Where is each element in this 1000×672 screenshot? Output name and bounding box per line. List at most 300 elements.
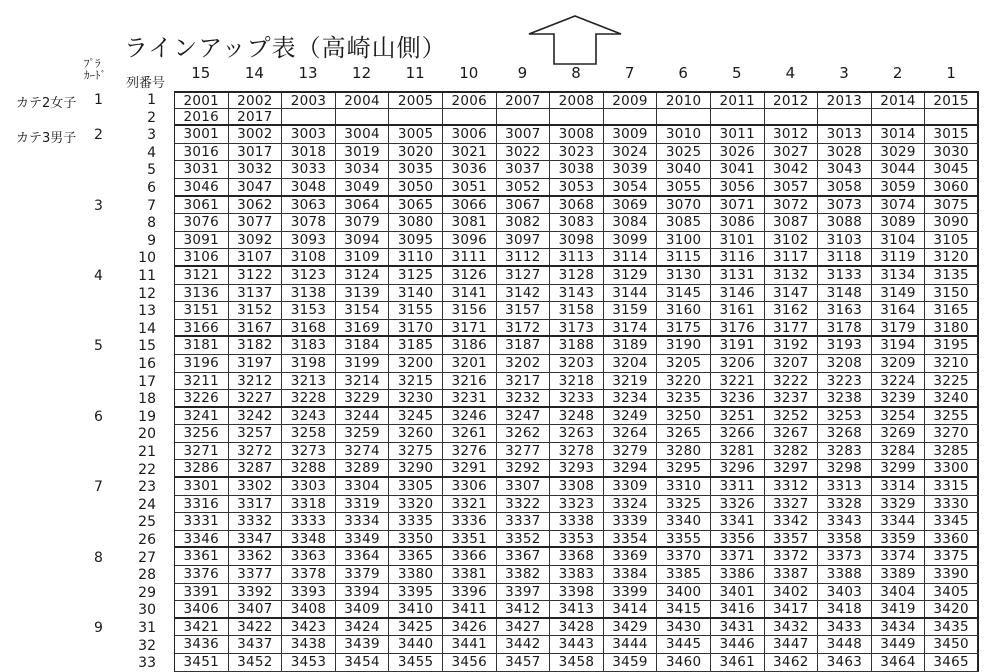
- table-cell: 3148: [818, 285, 872, 302]
- table-cell: 3258: [282, 425, 336, 442]
- table-cell: 3241: [175, 408, 229, 425]
- table-cell: 3404: [872, 584, 926, 601]
- row-number: 12: [138, 285, 156, 302]
- table-cell: 3196: [175, 355, 229, 372]
- table-cell: 3084: [604, 214, 658, 231]
- table-cell: 3028: [818, 144, 872, 161]
- table-cell: 3014: [872, 126, 926, 143]
- table-cell: 3231: [443, 390, 497, 406]
- table-cell: 3152: [229, 302, 283, 319]
- table-cell: 3045: [925, 161, 979, 178]
- table-row: [175, 285, 979, 303]
- table-cell: 3217: [497, 373, 551, 390]
- table-cell: 3101: [711, 232, 765, 249]
- table-row: [175, 601, 979, 619]
- table-cell: 3030: [925, 144, 979, 161]
- table-cell: 3412: [497, 601, 551, 617]
- table-cell: 3090: [925, 214, 979, 231]
- table-cell: 3052: [497, 179, 551, 195]
- up-arrow-icon: [524, 14, 626, 66]
- table-cell: 3088: [818, 214, 872, 231]
- column-header: 11: [405, 64, 425, 82]
- table-cell: 3077: [229, 214, 283, 231]
- column-header: 5: [732, 64, 742, 82]
- table-cell: 3188: [550, 337, 604, 354]
- table-cell: 3163: [818, 302, 872, 319]
- table-cell: 3230: [389, 390, 443, 406]
- table-cell: [711, 109, 765, 125]
- table-cell: 3458: [550, 654, 604, 671]
- table-row: [175, 443, 979, 461]
- table-cell: 3150: [925, 285, 979, 302]
- table-cell: 3143: [550, 285, 604, 302]
- table-cell: 3078: [282, 214, 336, 231]
- row-number: 14: [138, 320, 156, 337]
- table-cell: 3403: [818, 584, 872, 601]
- table-row: [175, 109, 979, 127]
- table-cell: 3394: [336, 584, 390, 601]
- table-cell: 3417: [765, 601, 819, 617]
- table-cell: 3304: [336, 478, 390, 495]
- row-number: 1: [147, 92, 156, 108]
- table-cell: 3123: [282, 267, 336, 284]
- table-cell: 3288: [282, 460, 336, 476]
- table-row: [175, 619, 979, 637]
- table-cell: 3197: [229, 355, 283, 372]
- table-cell: 3339: [604, 513, 658, 530]
- table-cell: 3299: [872, 460, 926, 476]
- table-cell: 3109: [336, 249, 390, 265]
- table-cell: 3034: [336, 161, 390, 178]
- table-cell: 3167: [229, 320, 283, 336]
- table-cell: 3283: [818, 443, 872, 460]
- table-cell: 3061: [175, 197, 229, 214]
- table-cell: 3317: [229, 496, 283, 513]
- table-cell: 3438: [282, 636, 336, 653]
- table-cell: 2013: [818, 93, 872, 108]
- table-row: [175, 478, 979, 496]
- table-cell: 3428: [550, 619, 604, 636]
- table-cell: 3223: [818, 373, 872, 390]
- table-cell: 3269: [872, 425, 926, 442]
- table-cell: 3456: [443, 654, 497, 671]
- table-cell: 3315: [925, 478, 979, 495]
- table-cell: 3094: [336, 232, 390, 249]
- table-cell: 3292: [497, 460, 551, 476]
- column-header: 14: [244, 64, 264, 82]
- table-row: [175, 584, 979, 602]
- table-cell: 3153: [282, 302, 336, 319]
- table-cell: 3373: [818, 548, 872, 565]
- table-cell: 3106: [175, 249, 229, 265]
- table-cell: 3060: [925, 179, 979, 195]
- table-cell: 3410: [389, 601, 443, 617]
- table-cell: 3011: [711, 126, 765, 143]
- table-cell: 3333: [282, 513, 336, 530]
- row-number: 17: [138, 373, 156, 390]
- table-cell: 3179: [872, 320, 926, 336]
- column-header: 6: [678, 64, 688, 82]
- row-number: 25: [138, 514, 156, 531]
- table-cell: 3443: [550, 636, 604, 653]
- table-cell: 3067: [497, 197, 551, 214]
- table-row: [175, 144, 979, 162]
- table-cell: 3313: [818, 478, 872, 495]
- table-cell: 3085: [657, 214, 711, 231]
- table-cell: 3110: [389, 249, 443, 265]
- table-cell: 3026: [711, 144, 765, 161]
- table-cell: 3104: [872, 232, 926, 249]
- table-cell: 3454: [336, 654, 390, 671]
- table-cell: 2012: [765, 93, 819, 108]
- table-cell: 3447: [765, 636, 819, 653]
- column-header: 12: [352, 64, 372, 82]
- table-cell: 3147: [765, 285, 819, 302]
- table-cell: 3025: [657, 144, 711, 161]
- table-cell: 3200: [389, 355, 443, 372]
- table-cell: 3009: [604, 126, 658, 143]
- category-label: カテ3男子: [16, 131, 77, 147]
- table-cell: [336, 109, 390, 125]
- table-row: [175, 460, 979, 478]
- table-cell: 3380: [389, 566, 443, 583]
- table-cell: 3250: [657, 408, 711, 425]
- table-cell: 3274: [336, 443, 390, 460]
- table-cell: 3325: [657, 496, 711, 513]
- table-cell: 3081: [443, 214, 497, 231]
- table-cell: [657, 109, 711, 125]
- table-cell: 3460: [657, 654, 711, 671]
- row-number: 8: [147, 215, 156, 232]
- table-cell: 3463: [818, 654, 872, 671]
- table-cell: 3310: [657, 478, 711, 495]
- table-cell: 3204: [604, 355, 658, 372]
- table-cell: 3434: [872, 619, 926, 636]
- table-cell: 3175: [657, 320, 711, 336]
- table-cell: 3183: [282, 337, 336, 354]
- table-cell: 3280: [657, 443, 711, 460]
- column-header: 7: [624, 64, 635, 82]
- table-cell: 2014: [872, 93, 926, 108]
- table-cell: 3396: [443, 584, 497, 601]
- table-cell: 3351: [443, 531, 497, 547]
- table-cell: 2004: [336, 93, 390, 108]
- table-cell: 3135: [925, 267, 979, 284]
- table-cell: 3354: [604, 531, 658, 547]
- table-row: [175, 390, 979, 408]
- table-cell: 3398: [550, 584, 604, 601]
- table-cell: 3169: [336, 320, 390, 336]
- table-cell: 2005: [389, 93, 443, 108]
- table-cell: 3002: [229, 126, 283, 143]
- table-cell: 3211: [175, 373, 229, 390]
- table-cell: 3072: [765, 197, 819, 214]
- table-cell: 3043: [818, 161, 872, 178]
- table-cell: 3291: [443, 460, 497, 476]
- table-cell: 3018: [282, 144, 336, 161]
- table-cell: 3331: [175, 513, 229, 530]
- pla-card-number: 8: [94, 549, 103, 566]
- table-cell: 3075: [925, 197, 979, 214]
- table-cell: 2016: [175, 109, 229, 125]
- table-cell: 3203: [550, 355, 604, 372]
- table-cell: 3042: [765, 161, 819, 178]
- table-cell: 3050: [389, 179, 443, 195]
- table-cell: 3263: [550, 425, 604, 442]
- table-cell: 3103: [818, 232, 872, 249]
- table-cell: 3178: [818, 320, 872, 336]
- table-cell: 3420: [925, 601, 979, 617]
- table-cell: 3352: [497, 531, 551, 547]
- table-cell: 3273: [282, 443, 336, 460]
- table-cell: 3059: [872, 179, 926, 195]
- table-cell: 3439: [336, 636, 390, 653]
- table-cell: 3405: [925, 584, 979, 601]
- table-cell: 3431: [711, 619, 765, 636]
- table-cell: 3319: [336, 496, 390, 513]
- table-cell: 3248: [550, 408, 604, 425]
- table-cell: 3376: [175, 566, 229, 583]
- table-cell: 3206: [711, 355, 765, 372]
- table-cell: 3399: [604, 584, 658, 601]
- table-cell: 3022: [497, 144, 551, 161]
- table-cell: 3232: [497, 390, 551, 406]
- row-number-header: 列番号: [126, 76, 166, 91]
- pla-card-number: 3: [94, 197, 103, 214]
- table-cell: 3004: [336, 126, 390, 143]
- table-cell: 3449: [872, 636, 926, 653]
- table-cell: 3442: [497, 636, 551, 653]
- table-cell: 3226: [175, 390, 229, 406]
- table-cell: 3290: [389, 460, 443, 476]
- table-cell: 3023: [550, 144, 604, 161]
- table-cell: 3433: [818, 619, 872, 636]
- table-cell: 3032: [229, 161, 283, 178]
- table-row: [175, 548, 979, 566]
- table-cell: 3065: [389, 197, 443, 214]
- table-cell: 3044: [872, 161, 926, 178]
- table-cell: 3201: [443, 355, 497, 372]
- table-cell: 3237: [765, 390, 819, 406]
- table-cell: 3424: [336, 619, 390, 636]
- table-cell: 3298: [818, 460, 872, 476]
- table-cell: 3051: [443, 179, 497, 195]
- table-cell: 3329: [872, 496, 926, 513]
- table-cell: 2008: [550, 93, 604, 108]
- table-cell: 3131: [711, 267, 765, 284]
- table-cell: 3312: [765, 478, 819, 495]
- table-cell: 3116: [711, 249, 765, 265]
- table-cell: 3382: [497, 566, 551, 583]
- table-cell: 3413: [550, 601, 604, 617]
- table-cell: 3318: [282, 496, 336, 513]
- table-cell: 3365: [389, 548, 443, 565]
- table-cell: 3349: [336, 531, 390, 547]
- table-cell: 3107: [229, 249, 283, 265]
- table-cell: 3448: [818, 636, 872, 653]
- table-cell: 3154: [336, 302, 390, 319]
- table-cell: 3053: [550, 179, 604, 195]
- table-row: [175, 425, 979, 443]
- table-cell: 3079: [336, 214, 390, 231]
- row-number: 22: [138, 461, 156, 478]
- table-cell: 3362: [229, 548, 283, 565]
- table-cell: 3452: [229, 654, 283, 671]
- table-cell: 3305: [389, 478, 443, 495]
- table-cell: 3139: [336, 285, 390, 302]
- table-cell: 3058: [818, 179, 872, 195]
- table-cell: 3076: [175, 214, 229, 231]
- table-cell: 3390: [925, 566, 979, 583]
- table-cell: 3307: [497, 478, 551, 495]
- table-cell: 3282: [765, 443, 819, 460]
- table-cell: 3364: [336, 548, 390, 565]
- table-cell: [872, 109, 926, 125]
- table-cell: 3276: [443, 443, 497, 460]
- table-cell: 3187: [497, 337, 551, 354]
- table-cell: 3243: [282, 408, 336, 425]
- table-row: [175, 337, 979, 355]
- table-cell: 3207: [765, 355, 819, 372]
- table-cell: 3408: [282, 601, 336, 617]
- table-cell: 3039: [604, 161, 658, 178]
- row-number: 24: [138, 496, 156, 513]
- table-cell: 3010: [657, 126, 711, 143]
- table-cell: 3047: [229, 179, 283, 195]
- table-row: [175, 302, 979, 320]
- table-cell: 3165: [925, 302, 979, 319]
- table-cell: 3133: [818, 267, 872, 284]
- table-cell: 3222: [765, 373, 819, 390]
- pla-card-number: 9: [94, 620, 103, 636]
- table-cell: 3321: [443, 496, 497, 513]
- table-cell: [282, 109, 336, 125]
- table-cell: 3036: [443, 161, 497, 178]
- pla-card-number: 5: [94, 338, 103, 355]
- row-number: 31: [138, 620, 156, 636]
- table-cell: 3137: [229, 285, 283, 302]
- table-cell: 3001: [175, 126, 229, 143]
- table-cell: 3363: [282, 548, 336, 565]
- column-header: 8: [571, 64, 581, 82]
- table-cell: 3419: [872, 601, 926, 617]
- row-number: 16: [138, 356, 156, 372]
- column-header: 10: [459, 64, 479, 82]
- table-cell: 3121: [175, 267, 229, 284]
- table-cell: 3429: [604, 619, 658, 636]
- table-cell: 3037: [497, 161, 551, 178]
- category-label: カテ2女子: [16, 96, 77, 111]
- table-cell: 3332: [229, 513, 283, 530]
- table-cell: 3027: [765, 144, 819, 161]
- table-cell: 3005: [389, 126, 443, 143]
- table-cell: 3275: [389, 443, 443, 460]
- table-cell: 3453: [282, 654, 336, 671]
- table-cell: [925, 109, 979, 125]
- table-cell: 3296: [711, 460, 765, 476]
- table-cell: 3031: [175, 161, 229, 178]
- table-cell: 3461: [711, 654, 765, 671]
- table-cell: 3324: [604, 496, 658, 513]
- table-cell: 3342: [765, 513, 819, 530]
- row-number: 26: [138, 532, 156, 548]
- table-cell: 3400: [657, 584, 711, 601]
- row-number: 6: [147, 180, 156, 196]
- table-cell: 3308: [550, 478, 604, 495]
- table-cell: 3383: [550, 566, 604, 583]
- table-cell: 2015: [925, 93, 979, 108]
- column-header: 1: [946, 64, 956, 82]
- table-cell: 3171: [443, 320, 497, 336]
- table-cell: 3066: [443, 197, 497, 214]
- table-cell: 3249: [604, 408, 658, 425]
- row-number: 32: [138, 637, 156, 654]
- table-cell: 3219: [604, 373, 658, 390]
- table-cell: 3253: [818, 408, 872, 425]
- table-cell: 3245: [389, 408, 443, 425]
- table-cell: 3117: [765, 249, 819, 265]
- table-cell: 3089: [872, 214, 926, 231]
- table-cell: 3377: [229, 566, 283, 583]
- table-cell: 3459: [604, 654, 658, 671]
- table-cell: 3392: [229, 584, 283, 601]
- table-cell: 2011: [711, 93, 765, 108]
- table-cell: 3242: [229, 408, 283, 425]
- table-cell: 3112: [497, 249, 551, 265]
- row-number: 29: [138, 584, 156, 601]
- column-header: 13: [298, 64, 318, 82]
- table-cell: 3366: [443, 548, 497, 565]
- table-row: [175, 355, 979, 373]
- table-cell: 3347: [229, 531, 283, 547]
- page-title: ラインアップ表（高崎山側）: [124, 34, 447, 62]
- table-cell: 3056: [711, 179, 765, 195]
- table-cell: 3244: [336, 408, 390, 425]
- table-cell: 3397: [497, 584, 551, 601]
- table-cell: 3326: [711, 496, 765, 513]
- table-cell: 3293: [550, 460, 604, 476]
- table-cell: 3205: [657, 355, 711, 372]
- table-cell: 3146: [711, 285, 765, 302]
- table-cell: 3379: [336, 566, 390, 583]
- table-cell: 3251: [711, 408, 765, 425]
- table-cell: 3209: [872, 355, 926, 372]
- table-cell: 3214: [336, 373, 390, 390]
- table-cell: 3372: [765, 548, 819, 565]
- row-number: 23: [138, 479, 156, 496]
- table-cell: 2010: [657, 93, 711, 108]
- table-cell: 3105: [925, 232, 979, 249]
- table-cell: 3422: [229, 619, 283, 636]
- table-cell: 3082: [497, 214, 551, 231]
- table-cell: 3068: [550, 197, 604, 214]
- table-cell: 3328: [818, 496, 872, 513]
- table-cell: 3344: [872, 513, 926, 530]
- table-row: [175, 513, 979, 531]
- table-cell: 3229: [336, 390, 390, 406]
- table-cell: 3445: [657, 636, 711, 653]
- table-cell: 3435: [925, 619, 979, 636]
- table-cell: 3257: [229, 425, 283, 442]
- table-cell: 3020: [389, 144, 443, 161]
- table-cell: 3345: [925, 513, 979, 530]
- table-cell: 3239: [872, 390, 926, 406]
- table-cell: 3191: [711, 337, 765, 354]
- table-cell: 3120: [925, 249, 979, 265]
- table-cell: 3285: [925, 443, 979, 460]
- table-row: [175, 566, 979, 584]
- table-cell: 3462: [765, 654, 819, 671]
